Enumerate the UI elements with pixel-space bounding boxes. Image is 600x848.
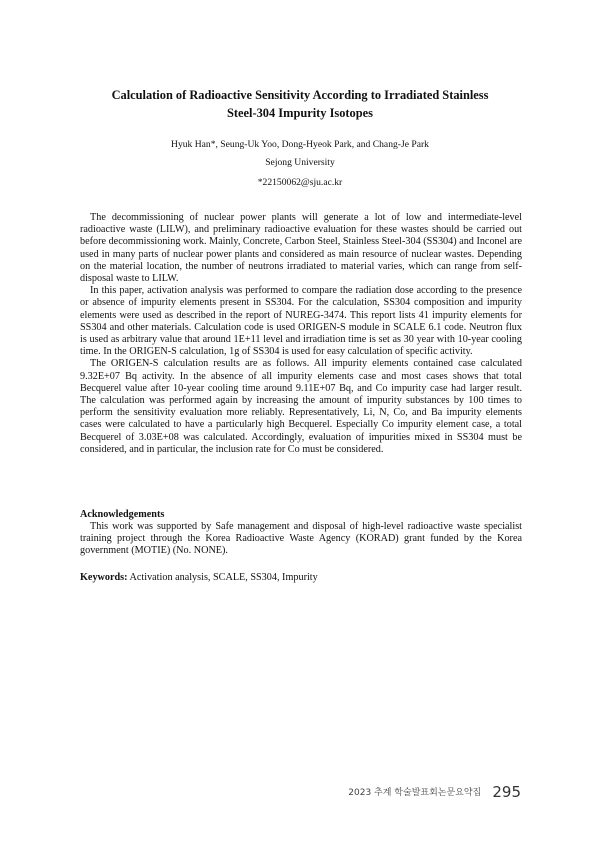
keywords-value: Activation analysis, SCALE, SS304, Impurity — [129, 572, 318, 583]
conference-name: 2023 추계 학술발표회논문요약집 — [348, 788, 482, 798]
affiliation: Sejong University — [265, 157, 335, 168]
page-number: 295 — [492, 782, 521, 801]
page-footer — [348, 781, 521, 801]
body-paragraph: In this paper, activation analysis was performed to compare the radiation dose according to the presence or absence of impurity elements present in SS304. For the calculation, SS304 composition and impurity elements were used as described in the report of NUREG-3474. This report lists 41 impurity elements for SS304 and other materials. Calculation code is used ORIGEN-S module in SCALE 6.1 code. Neutron flux is used as arbitrary value that around 1E+11 level and irradiation time is set as 30 year with 10-year cooling time. In the ORIGEN-S calculation, 1g of SS304 is used for easy calculation of specific activity. — [80, 285, 522, 358]
title-line-1: Calculation of Radioactive Sensitivity According to Irradiated Stainless — [111, 88, 489, 102]
acknowledgements-paragraph: This work was supported by Safe management and disposal of high-level radioactive waste specialist training project through the Korea Radioactive Waste Agency (KORAD) grant funded by the Korea government (MOTIE) (No. NONE). — [80, 521, 522, 557]
body-paragraph: The decommissioning of nuclear power plants will generate a lot of low and intermediate-level radioactive waste (LILW), and preliminary radioactive evaluation for these wastes should be carried out before decommissioning work. Mainly, Concrete, Carbon Steel, Stainless Steel-304 (SS304) and Inconel are used in many parts of nuclear power plants and considered as main resource of nuclear wastes. Depending on the material location, the number of neutrons irradiated to material varies, which can range from self-disposal waste to LILW. — [80, 212, 522, 285]
paper-title — [80, 86, 520, 122]
author-list: Hyuk Han*, Seung-Uk Yoo, Dong-Hyeok Park, and Chang-Je Park — [171, 139, 429, 150]
keywords-line — [80, 572, 522, 584]
acknowledgements-heading: Acknowledgements — [80, 509, 165, 520]
corresponding-email: *22150062@sju.ac.kr — [257, 177, 343, 188]
keywords-label: Keywords: — [80, 572, 128, 583]
title-line-2: Steel-304 Impurity Isotopes — [227, 106, 373, 120]
body-paragraph: The ORIGEN-S calculation results are as follows. All impurity elements contained case calculated 9.32E+07 Bq activity. In the absence of all impurity elements case and most cases shows that total Becquerel value after 10-year cooling time around 9.11E+07 Bq, and Co impurity case had larger result. The calculation was performed again by increasing the amount of impurity substances by 100 times to perform the sensitivity evaluation more reliably. Representatively, Li, N, Co, and Ba impurity elements cases were calculated to have a particularly high Becquerel. Especially Co impurity element case, a total Becquerel of 3.03E+08 was calculated. Accordingly, evaluation of impurities mixed in SS304 must be considered, and in particular, the inclusion rate for Co must be considered. — [80, 358, 522, 455]
abstract-body — [80, 212, 522, 456]
acknowledgements-text — [80, 521, 522, 558]
